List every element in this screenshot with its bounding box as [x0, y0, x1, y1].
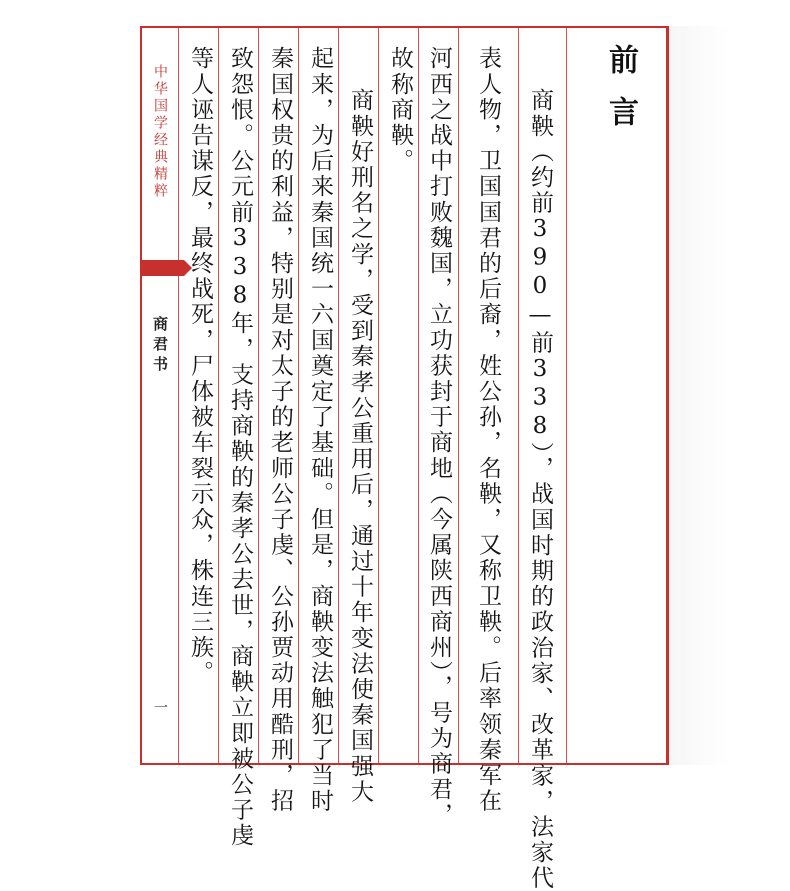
text-column-2: 表人物，卫国国君的后裔，姓公孙，名鞅，又称卫鞅。后率领秦军在 — [475, 46, 501, 814]
column-rule — [418, 28, 419, 763]
series-title: 中华国学经典精粹 — [152, 64, 168, 200]
frame-top-border — [140, 26, 668, 28]
column-rule — [338, 28, 339, 763]
text-column-8: 致怨恨。公元前338年，支持商鞅的秦孝公去世，商鞅立即被公子虔 — [227, 46, 253, 849]
text-column-1: 商鞅（约前390—前338），战国时期的政治家、改革家，法家代 — [527, 88, 553, 891]
text-column-6: 起来，为后来秦国统一六国奠定了基础。但是，商鞅变法触犯了当时 — [307, 46, 333, 814]
section-title: 前言 — [603, 44, 638, 148]
column-rule — [258, 28, 259, 763]
page-edge-shadow — [669, 26, 729, 765]
column-rule — [218, 28, 219, 763]
text-column-7: 秦国权贵的利益，特别是对太子的老师公子虔、公孙贾动用酷刑，招 — [267, 46, 293, 814]
column-rule — [178, 28, 179, 763]
book-title: 商君书 — [151, 316, 169, 376]
text-column-3: 河西之战中打败魏国，立功获封于商地（今属陕西商州），号为商君， — [426, 46, 452, 829]
column-rule — [458, 28, 459, 763]
series-ribbon — [142, 260, 184, 276]
frame-left-border — [140, 26, 142, 765]
frame-bottom-border — [140, 763, 668, 765]
page-number: 一 — [152, 700, 168, 714]
column-rule — [518, 28, 519, 763]
frame-right-border — [666, 26, 669, 765]
column-rule — [378, 28, 379, 763]
text-column-5: 商鞅好刑名之学，受到秦孝公重用后，通过十年变法使秦国强大 — [347, 88, 373, 805]
column-rule — [298, 28, 299, 763]
text-column-9: 等人诬告谋反，最终战死，尸体被车裂示众，株连三族。 — [187, 46, 213, 686]
column-rule — [566, 28, 567, 763]
text-column-4: 故称商鞅。 — [387, 46, 413, 174]
